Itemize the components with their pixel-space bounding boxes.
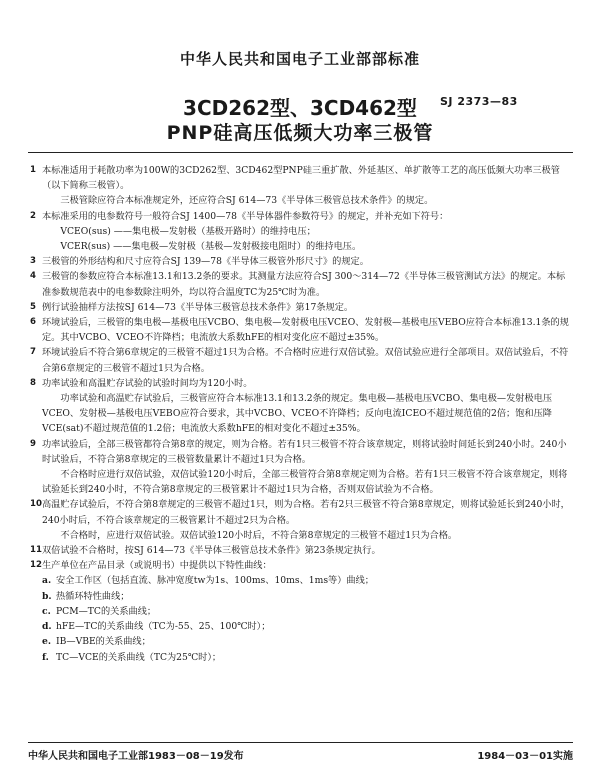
item-letter: b. — [42, 590, 52, 602]
document-title-models: 3CD262型、3CD462型 — [183, 96, 417, 120]
clause-number: 6 — [30, 317, 36, 328]
clause-5 — [30, 300, 570, 315]
clause-text: 三极管的参数应符合本标准13.1和13.2条的要求。其测量方法应符合SJ 300～314—72《半导体三极管测试方法》的规定。本标准参数规范表中的电参数除注明外，均以符合温度TC为25℃时为准。 — [42, 271, 566, 298]
item-letter: d. — [42, 621, 52, 633]
clause-text: 本标准适用于耗散功率为100W的3CD262型、3CD462型PNP硅三重扩散、外延基区、单扩散等工艺的高压低频大功率三极管（以下简称三极管）。 — [42, 165, 560, 192]
item-letter: c. — [42, 605, 51, 617]
symbol-definition-2: VCER(sus) ——集电极—发射极（基极—发射极接电阻时）的维持电压。 — [60, 241, 362, 253]
curve-item-f — [42, 650, 570, 665]
clause-1 — [30, 163, 570, 193]
clause-9 — [30, 437, 570, 467]
clause-number: 8 — [30, 377, 36, 388]
item-text: 热循环特性曲线； — [56, 590, 130, 602]
curve-item-e — [42, 634, 570, 649]
clause-number: 12 — [30, 560, 42, 571]
clause-7 — [30, 345, 570, 375]
clause-text: 三极管的外形结构和尺寸应符合SJ 139—78《半导体三极管外形尺寸》的规定。 — [42, 256, 369, 268]
issue-date: 中华人民共和国电子工业部1983－08－19发布 — [28, 751, 244, 762]
clause-number: 3 — [30, 256, 36, 267]
clause-number: 4 — [30, 271, 36, 282]
item-text: PCM—TC的关系曲线； — [56, 605, 157, 617]
clause-8 — [30, 376, 570, 391]
clause-text: 高温贮存试验后，不符合第8章规定的三极管不超过1只，则为合格。若有2只三极管不符合第8章规定，则将试验延长到240小时，240小时后，不符合该章规定的三极管累计不超过2只为合格。 — [42, 499, 570, 526]
clause-11 — [30, 543, 570, 558]
curve-item-d — [42, 619, 570, 634]
item-letter: e. — [42, 636, 52, 648]
footer — [28, 747, 573, 761]
clause-text: 环境试验后不符合第6章规定的三极管不超过1只为合格。不合格时应进行双倍试验。双倍试验应进行全部项目。双倍试验后，不符合第6章规定的三极管不超过1只为合格。 — [42, 347, 569, 374]
curve-item-b — [42, 589, 570, 604]
top-divider — [28, 152, 573, 153]
clause-2 — [30, 209, 570, 224]
clause-text: 双倍试验不合格时，按SJ 614—73《半导体三极管总技术条件》第23条规定执行。 — [42, 545, 381, 557]
bottom-divider — [28, 742, 573, 743]
clause-number: 11 — [30, 545, 42, 556]
clause-text: 功率试验和高温贮存试验的试验时间均为120小时。 — [42, 377, 253, 389]
standard-number: SJ 2373—83 — [440, 95, 518, 108]
item-text: hFE—TC的关系曲线（TC为-55、25、100℃时）； — [56, 621, 271, 633]
clause-1-cont: 三极管除应符合本标准规定外，还应符合SJ 614—73《半导体三极管总技术条件》的规定。 — [60, 195, 434, 207]
clause-number: 9 — [30, 438, 36, 449]
clause-3 — [30, 254, 570, 269]
item-letter: f. — [42, 651, 49, 663]
item-letter: a. — [42, 575, 52, 587]
clause-10-cont: 不合格时，应进行双倍试验。双倍试验120小时后，不符合第8章规定的三极管不超过1只为合格。 — [60, 529, 458, 541]
item-text: IB—VBE的关系曲线； — [56, 636, 151, 648]
clause-number: 7 — [30, 347, 36, 358]
effective-date: 1984－03－01实施 — [477, 751, 573, 762]
clause-text: 环境试验后，三极管的集电极—基极电压VCBO、集电极—发射极电压VCEO、发射极—基极电压VEBO应符合本标准13.1条的规定。其中VCBO、VCEO不许降档；电流放大系数hFE的相对变化应不超过±35%。 — [42, 317, 569, 344]
clause-text: 例行试验抽样方法按SJ 614—73《半导体三极管总技术条件》第17条规定。 — [42, 301, 354, 313]
clause-9-cont: 不合格时应进行双倍试验，双倍试验120小时后，全部三极管符合第8章规定则为合格。若有1只三极管不符合该章规定，则将试验延长到240小时，不符合第8章规定的三极管累计不超过1只为合格，否则双倍试验为不合格。 — [42, 469, 568, 496]
clause-text: 生产单位在产品目录（或说明书）中提供以下特性曲线： — [42, 560, 272, 572]
clause-number: 10 — [30, 499, 42, 510]
clause-text: 功率试验后，全部三极管都符合第8章的规定，则为合格。若有1只三极管不符合该章规定，则将试验时间延长到240小时。240小时试验后，不符合第8章规定的三极管数量累计不超过1只为合格。 — [42, 438, 567, 465]
item-text: 安全工作区（包括直流、脉冲宽度tw为1s、100ms、10ms、1ms等）曲线； — [56, 575, 374, 587]
clause-number: 5 — [30, 301, 36, 312]
clause-8-cont: 功率试验和高温贮存试验后，三极管应符合本标准13.1和13.2条的规定。集电极—基极电压VCBO、集电极—发射极电压VCEO、发射极—基极电压VEBO应符合要求，其中VCBO、VCEO不许降档；反向电流ICEO不超过规范值的2倍；饱和压降VCE(sat)不超过规范值的1.2倍；电流放大系数hFE的相对变化不超过±35%。 — [42, 393, 553, 435]
curve-item-c — [42, 604, 570, 619]
document-body — [30, 163, 570, 665]
item-text: TC—VCE的关系曲线（TC为25℃时）； — [56, 651, 222, 663]
clause-10 — [30, 497, 570, 527]
clause-4 — [30, 269, 570, 299]
clause-6 — [30, 315, 570, 345]
clause-12 — [30, 558, 570, 573]
curve-item-a — [42, 573, 570, 588]
clause-text: 本标准采用的电参数符号一般符合SJ 1400—78《半导体器件参数符号》的规定，并补充如下符号： — [42, 210, 449, 222]
document-title-device: PNP硅高压低频大功率三极管 — [166, 122, 434, 144]
clause-number: 1 — [30, 165, 36, 175]
clause-number: 2 — [30, 210, 36, 221]
symbol-definition-1: VCEO(sus) ——集电极—发射极（基极开路时）的维持电压； — [60, 225, 316, 237]
issuing-organization: 中华人民共和国电子工业部部标准 — [179, 50, 420, 68]
